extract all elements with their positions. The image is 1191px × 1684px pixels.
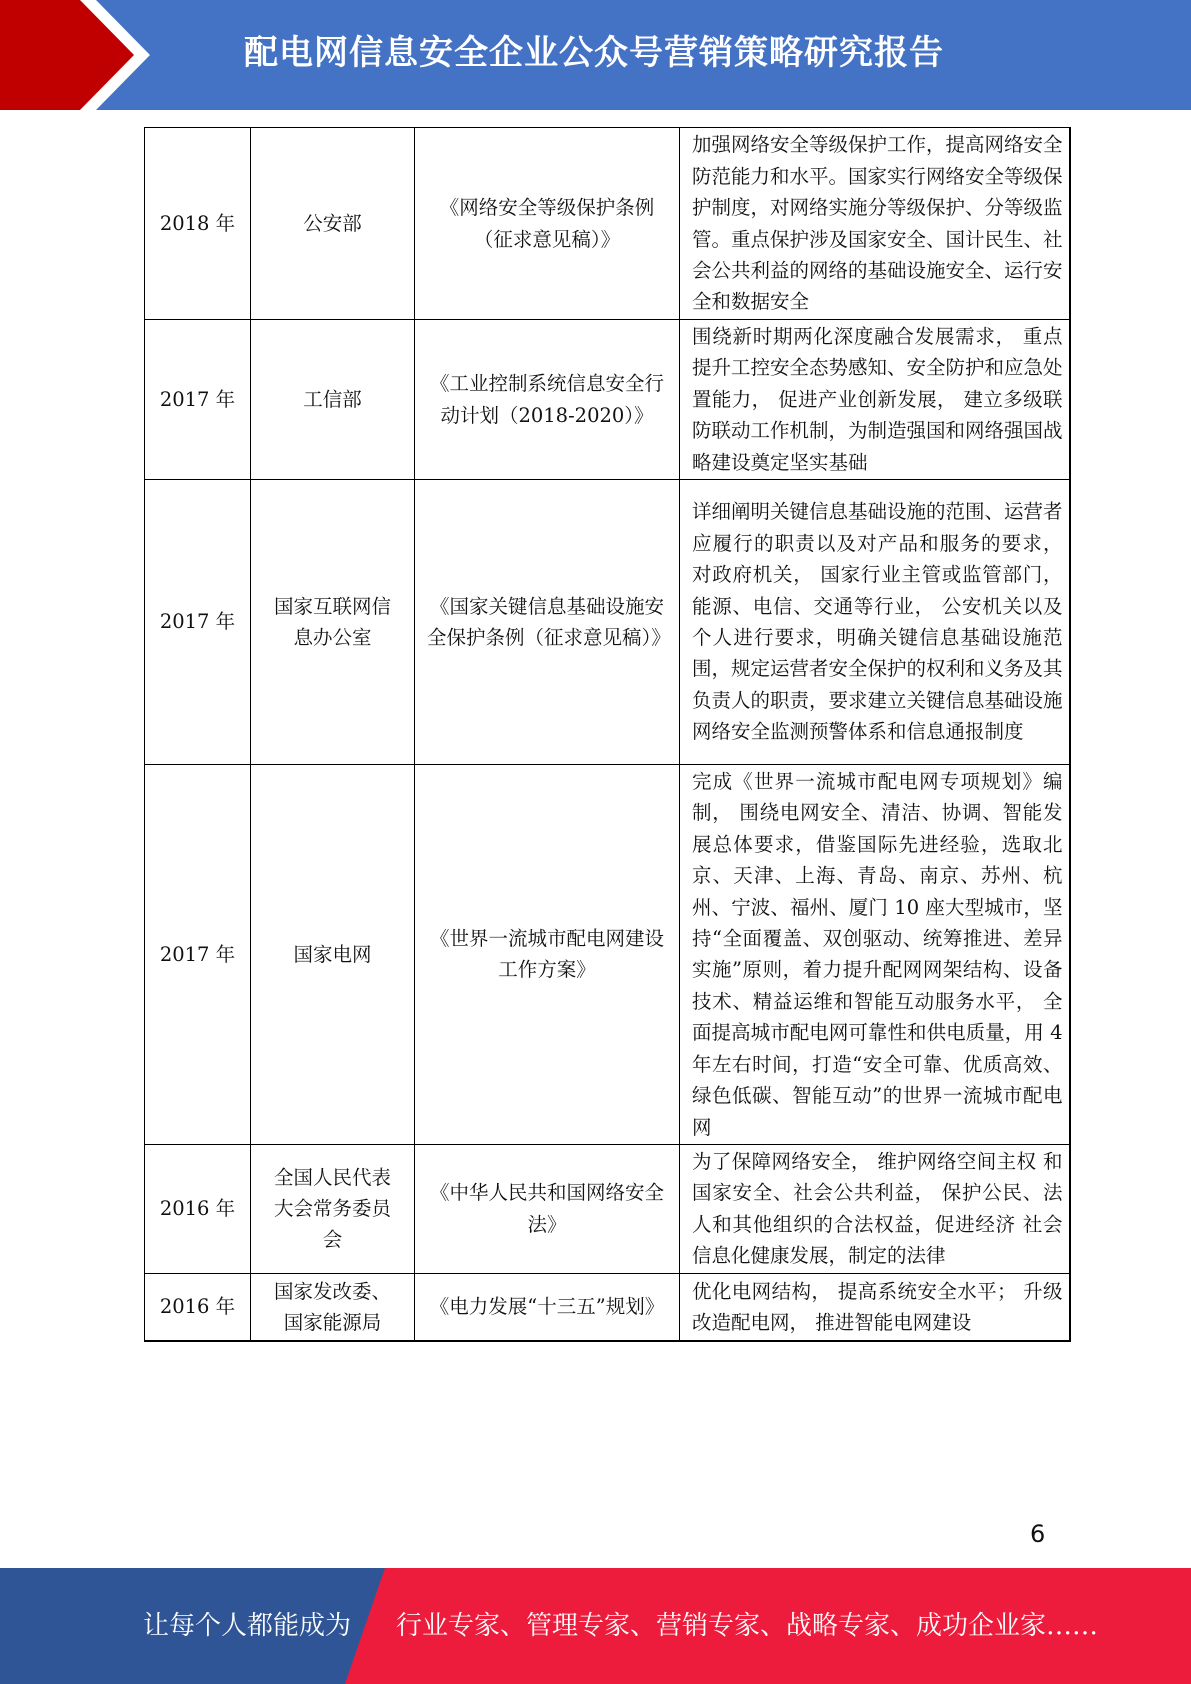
description-cell: 完成《世界一流城市配电网专项规划》编制， 围绕电网安全、清洁、协调、智能发展总体要求，借鉴国际先进经验，选取北京、天津、上海、青岛、南京、苏州、杭州、宁波、福州、厦门 10 座大型城市，坚持“全面覆盖、双创驱动、统筹推进、差异实施”原则，着力提升配网网架结构、设备技术、精益运维和智能互动服务水平， 全面提高城市配电网可靠性和供电质量，用 4 年左右时间，打造“安全可靠、优质高效、绿色低碳、智能互动”的世界一流城市配电网 (680, 765, 1070, 1145)
department-cell: 全国人民代表大会常务委员会 (251, 1144, 415, 1273)
description-cell: 为了保障网络安全， 维护网络空间主权 和国家安全、社会公共利益， 保护公民、法人和其他组织的合法权益，促进经济 社会信息化健康发展，制定的法律 (680, 1144, 1070, 1273)
document-cell: 《网络安全等级保护条例（征求意见稿）》 (415, 128, 680, 320)
department-cell: 工信部 (251, 320, 415, 480)
description-cell: 优化电网结构， 提高系统安全水平； 升级改造配电网， 推进智能电网建设 (680, 1273, 1070, 1341)
document-cell: 《电力发展“十三五”规划》 (415, 1273, 680, 1341)
table-row (145, 1144, 1070, 1273)
year-cell: 2016 年 (145, 1273, 251, 1341)
table-row (145, 765, 1070, 1145)
footer-slogan-left: 让每个人都能成为 (143, 1611, 352, 1641)
table-row (145, 320, 1070, 480)
document-cell: 《国家关键信息基础设施安全保护条例（征求意见稿）》 (415, 480, 680, 765)
table-row (145, 1273, 1070, 1341)
department-cell: 公安部 (251, 128, 415, 320)
report-title: 配电网信息安全企业公众号营销策略研究报告 (244, 33, 944, 73)
table-row (145, 480, 1070, 765)
description-cell: 加强网络安全等级保护工作，提高网络安全防范能力和水平。国家实行网络安全等级保护制度，对网络实施分等级保护、分等级监管。重点保护涉及国家安全、国计民生、社会公共利益的网络的基础设施安全、运行安全和数据安全 (680, 128, 1070, 320)
document-cell: 《世界一流城市配电网建设工作方案》 (415, 765, 680, 1145)
year-cell: 2017 年 (145, 765, 251, 1145)
year-cell: 2018 年 (145, 128, 251, 320)
document-cell: 《工业控制系统信息安全行动计划（2018-2020）》 (415, 320, 680, 480)
description-cell: 详细阐明关键信息基础设施的范围、运营者应履行的职责以及对产品和服务的要求， 对政府机关， 国家行业主管或监管部门，能源、电信、交通等行业， 公安机关以及个人进行要求，明确关键信息基础设施范围，规定运营者安全保护的权利和义务及其负责人的职责，要求建立关键信息基础设施网络安全监测预警体系和信息通报制度 (680, 480, 1070, 765)
page-footer (0, 1568, 1191, 1684)
year-cell: 2017 年 (145, 480, 251, 765)
table-row (145, 128, 1070, 320)
header-arrow-decoration (0, 0, 160, 110)
page-number: 6 (1030, 1520, 1046, 1548)
footer-slogan-right: 行业专家、管理专家、营销专家、战略专家、成功企业家…… (396, 1611, 1099, 1641)
policy-table (144, 127, 1071, 1342)
department-cell: 国家电网 (251, 765, 415, 1145)
page-header (0, 0, 1191, 110)
document-cell: 《中华人民共和国网络安全法》 (415, 1144, 680, 1273)
year-cell: 2017 年 (145, 320, 251, 480)
department-cell: 国家互联网信息办公室 (251, 480, 415, 765)
description-cell: 围绕新时期两化深度融合发展需求， 重点提升工控安全态势感知、安全防护和应急处置能力， 促进产业创新发展， 建立多级联防联动工作机制，为制造强国和网络强国战略建设奠定坚实基础 (680, 320, 1070, 480)
year-cell: 2016 年 (145, 1144, 251, 1273)
department-cell: 国家发改委、国家能源局 (251, 1273, 415, 1341)
